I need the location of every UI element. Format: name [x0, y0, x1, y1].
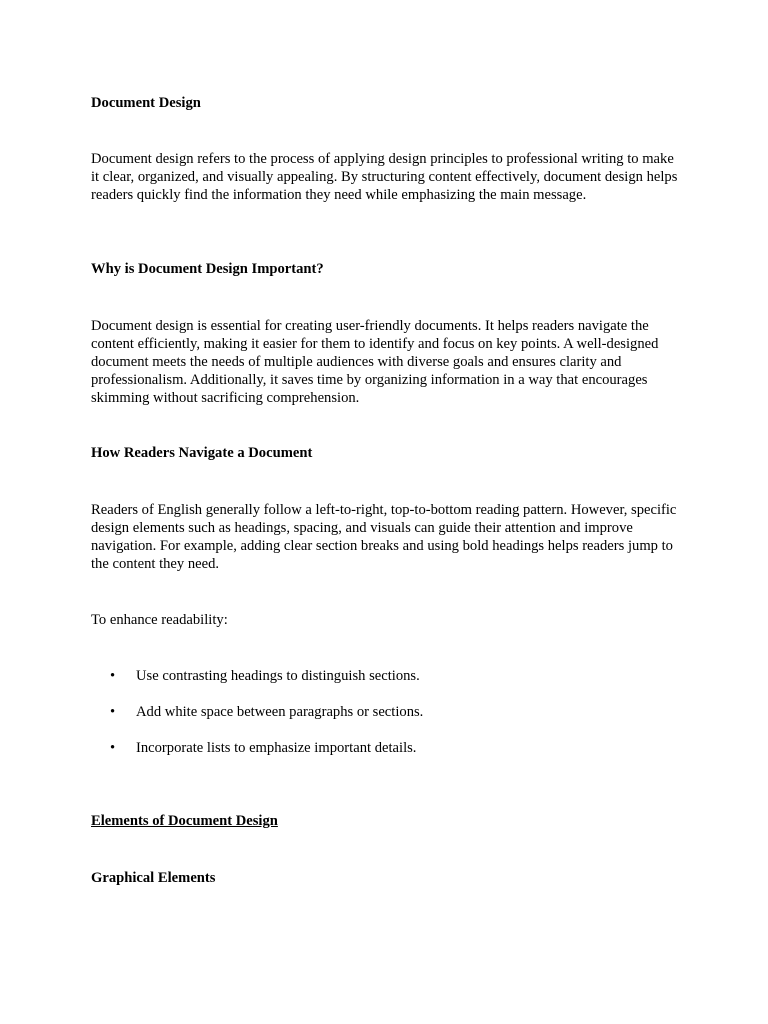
list-item	[91, 739, 683, 757]
intro-paragraph: Document design refers to the process of applying design principles to professional writing to make it clear, organized, and visually appealing. By structuring content effectively, document design helps readers quickly find the information they need while emphasizing the main message.	[91, 151, 678, 203]
graphical-heading: Graphical Elements	[91, 870, 216, 886]
list-item	[91, 703, 683, 721]
bullet-icon: •	[110, 704, 116, 720]
why-heading: Why is Document Design Important?	[91, 261, 324, 277]
list-item	[91, 667, 683, 685]
document-title: Document Design	[91, 95, 201, 111]
elements-heading: Elements of Document Design	[91, 813, 278, 829]
how-heading: How Readers Navigate a Document	[91, 445, 313, 461]
bullet-icon: •	[110, 740, 116, 756]
list-item-text: Use contrasting headings to distinguish sections.	[136, 668, 420, 684]
bullet-icon: •	[110, 668, 116, 684]
list-item-text: Incorporate lists to emphasize important details.	[136, 740, 417, 756]
why-paragraph: Document design is essential for creating user-friendly documents. It helps readers navigate the content efficiently, making it easier for them to identify and focus on key points. A well-designed document meets the needs of multiple audiences with diverse goals and ensures clarity and professionalism. Additionally, it saves time by organizing information in a way that encourages skimming without sacrificing comprehension.	[91, 318, 659, 406]
enhance-intro: To enhance readability:	[91, 612, 228, 628]
list-item-text: Add white space between paragraphs or sections.	[136, 704, 424, 720]
how-paragraph: Readers of English generally follow a left-to-right, top-to-bottom reading pattern. However, specific design elements such as headings, spacing, and visuals can guide their attention and improve navigation. For example, adding clear section breaks and using bold headings helps readers jump to the content they need.	[91, 502, 677, 572]
